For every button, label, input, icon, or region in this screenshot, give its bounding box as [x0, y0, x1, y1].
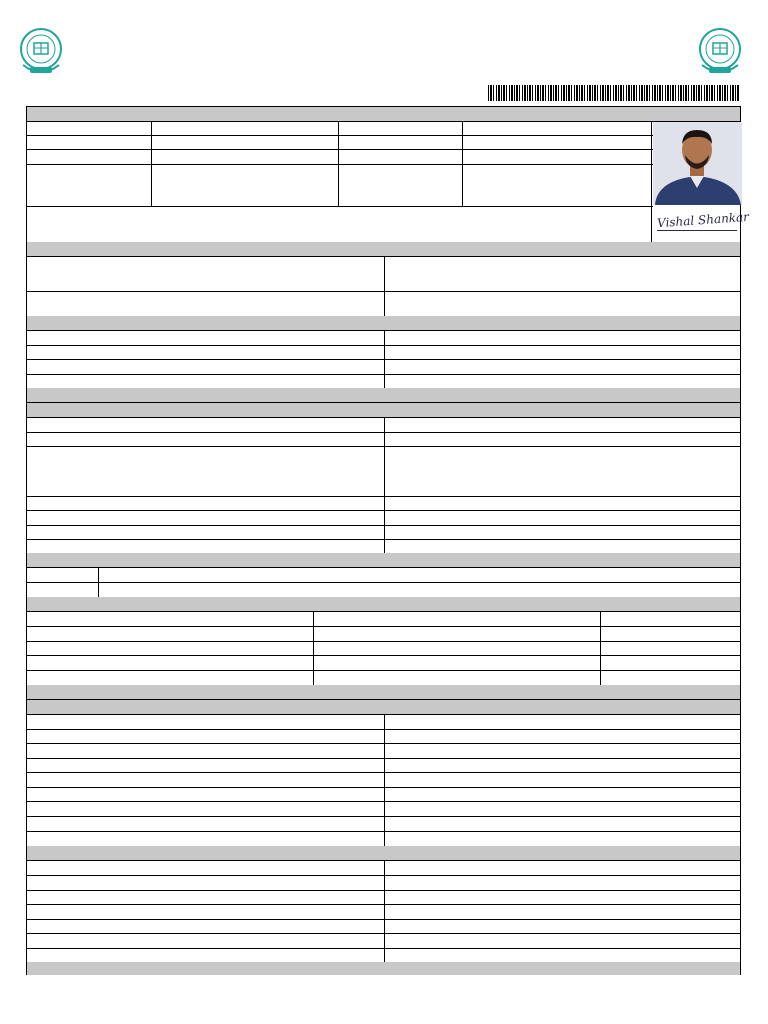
barcode-icon — [488, 85, 740, 101]
cbse-logo-left-icon — [18, 27, 64, 77]
cbse-logo-right-icon — [697, 27, 743, 77]
section-header-9 — [27, 700, 740, 715]
section-header-2 — [27, 242, 740, 257]
section-header-10 — [27, 846, 740, 861]
section-header-4 — [27, 388, 740, 403]
section-header-personal — [27, 107, 740, 122]
section-header-3 — [27, 316, 740, 331]
application-form — [26, 106, 750, 975]
section-header-7 — [27, 597, 740, 612]
applicant-signature — [653, 208, 750, 238]
section-header-11 — [27, 962, 740, 975]
signature-text: Vishal Shankar — [656, 209, 750, 231]
section-header-8 — [27, 685, 740, 700]
section-header-6 — [27, 553, 740, 568]
section-header-5 — [27, 403, 740, 418]
applicant-photo — [653, 122, 742, 205]
